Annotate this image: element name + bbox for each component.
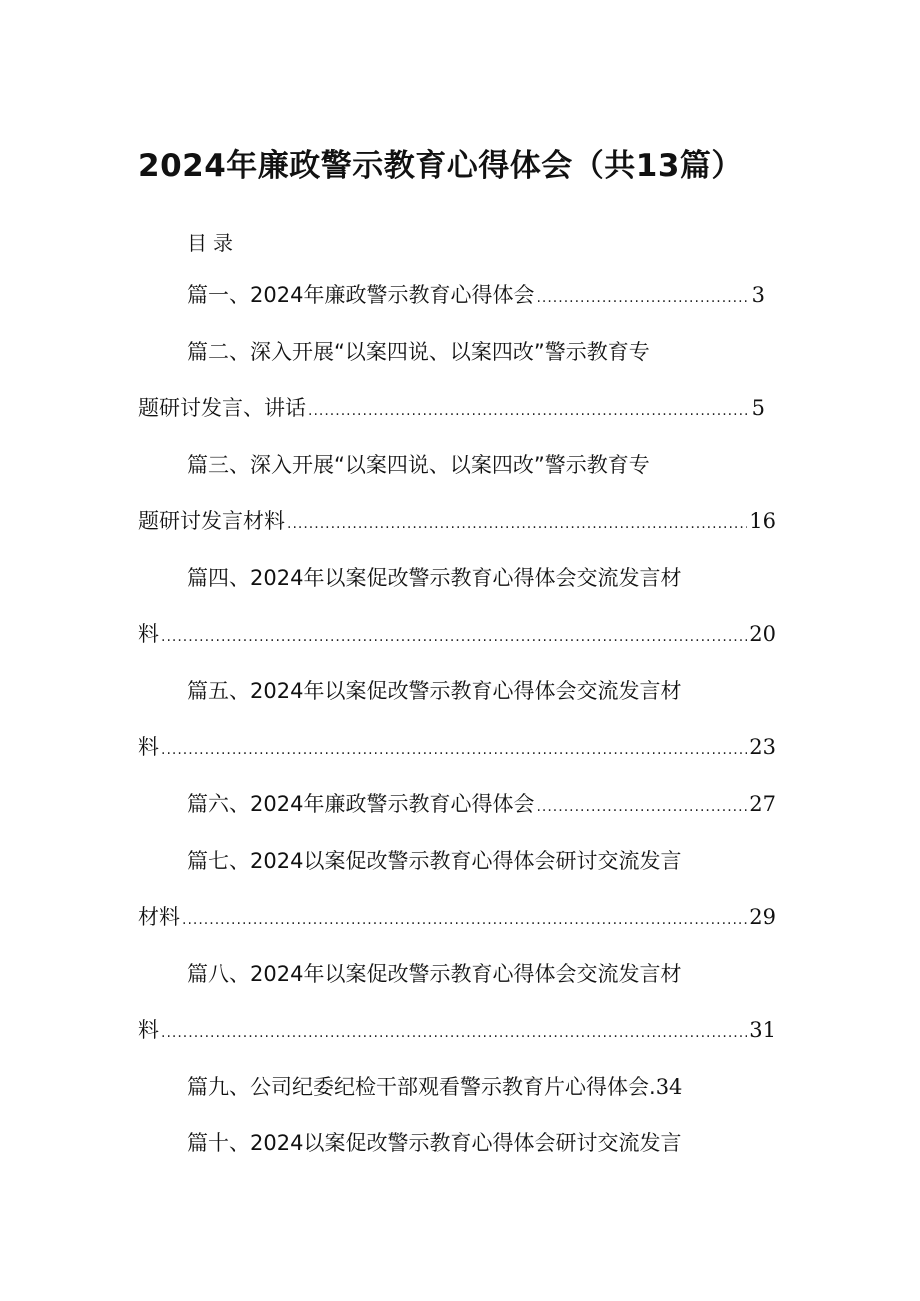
toc-entry-title: 篇九、公司纪委纪检干部观看警示教育片心得体会. [187, 1075, 656, 1099]
toc-entry-line1[interactable]: 篇四、2024年以案促改警示教育心得体会交流发言材 [187, 566, 682, 590]
toc-entry-page: 29 [749, 905, 776, 929]
toc-entry-title: 材料 [138, 905, 180, 929]
toc-entry-page: 27 [749, 792, 776, 816]
toc-entry[interactable] [138, 392, 765, 424]
toc-heading: 目录 [187, 231, 239, 255]
toc-entry[interactable] [138, 505, 776, 537]
dot-leader [182, 904, 747, 936]
toc-entry-page: 20 [749, 622, 776, 646]
toc-entry-title: 料 [138, 1018, 159, 1042]
dot-leader [161, 734, 747, 766]
toc-entry-title: 篇一、2024年廉政警示教育心得体会 [187, 283, 535, 307]
toc-entry-title: 料 [138, 735, 159, 759]
dot-leader [287, 508, 747, 540]
toc-entry-page: 31 [749, 1018, 776, 1042]
dot-leader [536, 791, 747, 823]
toc-entry-line1[interactable]: 篇十、2024以案促改警示教育心得体会研讨交流发言 [187, 1131, 682, 1155]
toc-entry[interactable] [138, 1014, 776, 1046]
toc-entry-title: 题研讨发言材料 [138, 509, 285, 533]
toc-entry-page: 5 [751, 396, 765, 420]
toc-entry[interactable] [138, 731, 776, 763]
toc-entry-page: 34 [655, 1075, 683, 1099]
toc-entry-title: 题研讨发言、讲话 [138, 396, 306, 420]
dot-leader [536, 282, 749, 314]
toc-entry-line1[interactable]: 篇七、2024以案促改警示教育心得体会研讨交流发言 [187, 849, 682, 873]
toc-entry-title: 料 [138, 622, 159, 646]
toc-entry-line1[interactable]: 篇八、2024年以案促改警示教育心得体会交流发言材 [187, 962, 682, 986]
toc-entry-page: 23 [749, 735, 776, 759]
toc-entry-title: 篇六、2024年廉政警示教育心得体会 [187, 792, 535, 816]
dot-leader [308, 395, 750, 427]
dot-leader [161, 1017, 747, 1049]
toc-entry[interactable] [187, 1071, 732, 1103]
toc-entry[interactable] [138, 901, 776, 933]
dot-leader [161, 621, 747, 653]
page-title: 2024年廉政警示教育心得体会（共13篇） [138, 148, 743, 184]
toc-entry[interactable] [138, 618, 776, 650]
toc-entry-page: 16 [749, 509, 776, 533]
toc-entry[interactable] [187, 279, 765, 311]
toc-entry-line1[interactable]: 篇五、2024年以案促改警示教育心得体会交流发言材 [187, 679, 682, 703]
toc-entry-line1[interactable]: 篇二、深入开展“以案四说、以案四改”警示教育专 [187, 340, 650, 364]
toc-entry-line1[interactable]: 篇三、深入开展“以案四说、以案四改”警示教育专 [187, 453, 650, 477]
toc-entry[interactable] [187, 788, 776, 820]
toc-entry-page: 3 [751, 283, 765, 307]
